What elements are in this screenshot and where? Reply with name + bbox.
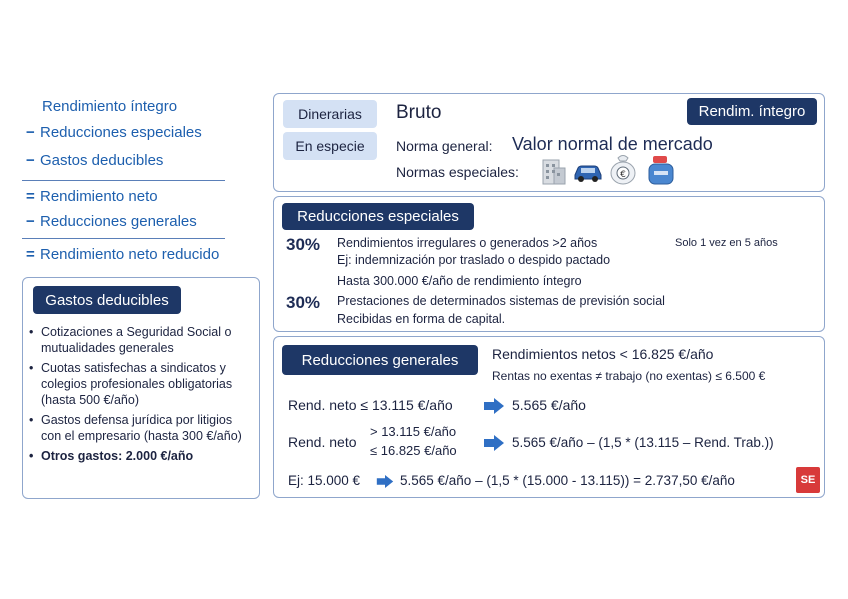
row1-left: Rend. neto ≤ 13.115 €/año: [288, 397, 453, 413]
list-item: • Cuotas satisfechas a sindicatos y colegios profesionales obligatorias (hasta 500 €/año): [29, 360, 255, 408]
row2-upper: > 13.115 €/año: [370, 424, 457, 439]
percentage-value: 30%: [286, 293, 321, 312]
especiales-r2-line2: Recibidas en forma de capital.: [337, 312, 506, 326]
en-especie-tag: En especie: [283, 132, 377, 160]
especiales-r1-line3: Hasta 300.000 €/año de rendimiento íntegro: [337, 274, 582, 288]
rendim-integro-badge: Rendim. íntegro: [687, 98, 817, 125]
example-left: Ej: 15.000 €: [288, 473, 361, 488]
arrow-right-icon: [483, 397, 505, 415]
gastos-title: Gastos deducibles: [33, 286, 181, 314]
list-item: • Cotizaciones a Seguridad Social o mutualidades generales: [29, 324, 255, 356]
car-icon: [572, 160, 604, 189]
row2-left: Rend. neto: [288, 434, 357, 450]
formula-reducciones-especiales: − Reducciones especiales: [26, 124, 202, 141]
arrow-right-icon: [483, 434, 505, 452]
minus-operator: −: [26, 213, 35, 230]
formula-rendimiento-integro: Rendimiento íntegro: [42, 98, 178, 115]
especiales-r1-line1: Rendimientos irregulares o generados >2 años: [337, 236, 598, 250]
equals-operator: =: [26, 246, 35, 263]
dinerarias-tag: Dinerarias: [283, 100, 377, 128]
row1-right: 5.565 €/año: [512, 397, 586, 413]
logo-badge: SE: [796, 467, 820, 493]
gastos-deducibles-panel: [22, 277, 260, 499]
minus-operator: −: [26, 124, 35, 141]
building-icon: [540, 156, 568, 191]
norma-general-label: Norma general:: [396, 138, 493, 154]
piggy-bank-icon: [646, 154, 676, 191]
especiales-r1-note: Solo 1 vez en 5 años: [675, 237, 778, 249]
reducciones-generales-title: Reducciones generales: [282, 345, 478, 375]
arrow-right-icon: [376, 474, 394, 489]
generales-cond1: Rendimientos netos < 16.825 €/año: [492, 346, 714, 362]
minus-operator: −: [26, 152, 35, 169]
euro-bag-icon: [608, 152, 638, 191]
list-item: • Gastos defensa jurídica por litigios con el empresario (hasta 300 €/año): [29, 412, 255, 444]
reducciones-generales-panel: [273, 336, 825, 498]
example-right: 5.565 €/año – (1,5 * (15.000 - 13.115)) = 2.737,50 €/año: [400, 473, 735, 488]
especiales-r1-line2: Ej: indemnización por traslado o despido pactado: [337, 253, 611, 267]
especiales-r2-line1: Prestaciones de determinados sistemas de previsión social: [337, 294, 665, 308]
list-item: • Otros gastos: 2.000 €/año: [29, 448, 255, 464]
svg-text:€: €: [620, 170, 626, 180]
norma-general-value: Valor normal de mercado: [512, 134, 713, 154]
rendimiento-integro-panel: [273, 93, 825, 192]
divider: [22, 238, 225, 239]
divider: [22, 180, 225, 181]
reducciones-especiales-panel: [273, 196, 825, 332]
generales-cond2: Rentas no exentas ≠ trabajo (no exentas) ≤ 6.500 €: [492, 369, 766, 383]
gastos-list: [29, 324, 255, 468]
reducciones-especiales-title: Reducciones especiales: [282, 203, 474, 230]
row2-right: 5.565 €/año – (1,5 * (13.115 – Rend. Trab.)): [512, 435, 774, 450]
row2-lower: ≤ 16.825 €/año: [370, 443, 457, 458]
normas-especiales-label: Normas especiales:: [396, 164, 519, 180]
percentage-value: 30%: [286, 235, 321, 254]
bruto-label: Bruto: [396, 102, 442, 123]
formula-rendimiento-neto: = Rendimiento neto: [26, 188, 158, 205]
formula-reducciones-generales: − Reducciones generales: [26, 213, 197, 230]
formula-gastos-deducibles: − Gastos deducibles: [26, 152, 164, 169]
equals-operator: =: [26, 188, 35, 205]
formula-rendimiento-neto-reducido: = Rendimiento neto reducido: [26, 246, 220, 263]
